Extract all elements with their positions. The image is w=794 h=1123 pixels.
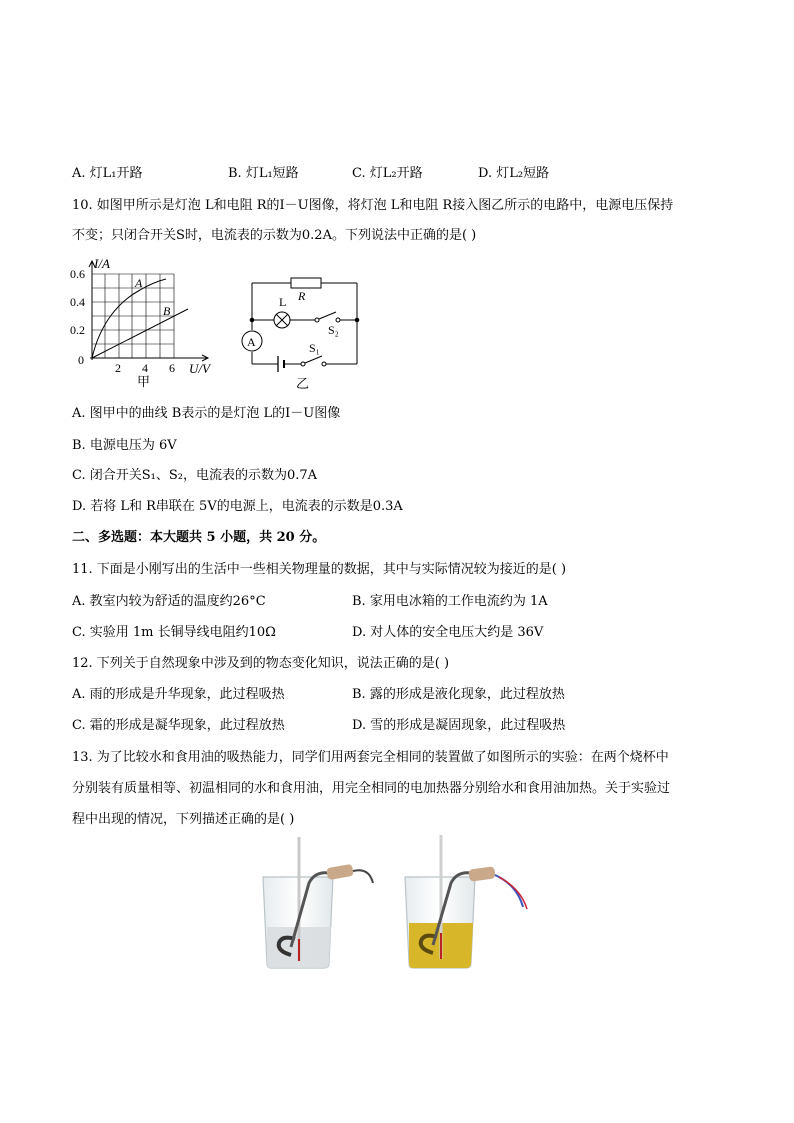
q10-stem-line2: 不变；只闭合开关S时，电流表的示数为0.2A。下列说法中正确的是( ) xyxy=(72,228,477,243)
oil-beaker xyxy=(405,835,527,968)
q9-option-d: D. 灯L₂短路 xyxy=(478,166,550,181)
q10-circuit xyxy=(236,270,376,392)
lamp-label: L xyxy=(279,295,287,309)
y-tick-0: 0 xyxy=(78,353,84,367)
q9-option-a: A. 灯L₁开路 xyxy=(72,166,143,181)
y-tick-04: 0.4 xyxy=(70,295,85,309)
switch2-blade xyxy=(319,312,336,319)
curve-a xyxy=(92,279,166,358)
q11-stem: 11. 下面是小刚写出的生活中一些相关物理量的数据，其中与实际情况较为接近的是( ) xyxy=(72,562,567,577)
resistor-symbol xyxy=(291,278,321,288)
water-beaker xyxy=(263,837,373,968)
q11-option-a: A. 教室内较为舒适的温度约26°C xyxy=(72,594,266,609)
q10-option-b: B. 电源电压为 6V xyxy=(72,438,177,453)
graph-caption: 甲 xyxy=(137,374,151,389)
y-tick-02: 0.2 xyxy=(70,323,85,337)
switch1-label: S₁ xyxy=(309,341,320,355)
q9-option-b: B. 灯L₁短路 xyxy=(228,166,299,181)
q12-option-a: A. 雨的形成是升华现象，此过程吸热 xyxy=(72,687,285,702)
curve-a-label: A xyxy=(135,276,143,290)
q12-stem: 12. 下列关于自然现象中涉及到的物态变化知识，说法正确的是( ) xyxy=(72,656,450,671)
curve-b xyxy=(92,309,188,358)
x-tick-4: 4 xyxy=(142,361,148,375)
q12-option-c: C. 霜的形成是凝华现象，此过程放热 xyxy=(72,718,285,733)
q13-beakers-illustration xyxy=(255,835,540,973)
q11-option-b: B. 家用电冰箱的工作电流约为 1A xyxy=(352,594,548,609)
q10-option-d: D. 若将 L和 R串联在 5V的电源上，电流表的示数是0.3A xyxy=(72,499,403,514)
q10-option-c: C. 闭合开关S₁、S₂，电流表的示数为0.7A xyxy=(72,468,318,483)
q13-stem-line3: 程中出现的情况，下列描述正确的是( ) xyxy=(72,812,295,827)
q10-option-a: A. 图甲中的曲线 B表示的是灯泡 L的I－U图像 xyxy=(72,406,341,421)
switch1-blade xyxy=(305,356,322,363)
y-tick-06: 0.6 xyxy=(70,267,85,281)
q10-graph xyxy=(68,252,228,392)
x-tick-2: 2 xyxy=(115,361,121,375)
ammeter-label: A xyxy=(247,335,256,349)
curve-b-label: B xyxy=(163,304,171,318)
q10-stem-line1: 10. 如图甲所示是灯泡 L和电阻 R的I－U图像，将灯泡 L和电阻 R接入图乙所示的电路中，电源电压保持 xyxy=(72,198,674,213)
q11-option-d: D. 对人体的安全电压大约是 36V xyxy=(352,625,544,640)
q13-stem-line2: 分别装有质量相等、初温相同的水和食用油，用完全相同的电加热器分别给水和食用油加热。关于实验过 xyxy=(72,781,671,796)
section2-title: 二、多选题：本大题共 5 小题，共 20 分。 xyxy=(72,530,326,545)
resistor-label: R xyxy=(298,289,306,303)
q13-stem-line1: 13. 为了比较水和食用油的吸热能力，同学们用两套完全相同的装置做了如图所示的实验：在两个烧杯中 xyxy=(72,750,669,765)
q11-option-c: C. 实验用 1m 长铜导线电阻约10Ω xyxy=(72,625,276,640)
switch2-label: S₂ xyxy=(328,323,339,337)
circuit-caption: 乙 xyxy=(296,376,310,391)
y-axis-label: I/A xyxy=(94,256,110,271)
q12-option-d: D. 雪的形成是凝固现象，此过程吸热 xyxy=(352,718,566,733)
q12-option-b: B. 露的形成是液化现象，此过程放热 xyxy=(352,687,565,702)
q9-option-c: C. 灯L₂开路 xyxy=(352,166,423,181)
x-axis-label: U/V xyxy=(189,361,210,376)
x-tick-6: 6 xyxy=(169,361,175,375)
